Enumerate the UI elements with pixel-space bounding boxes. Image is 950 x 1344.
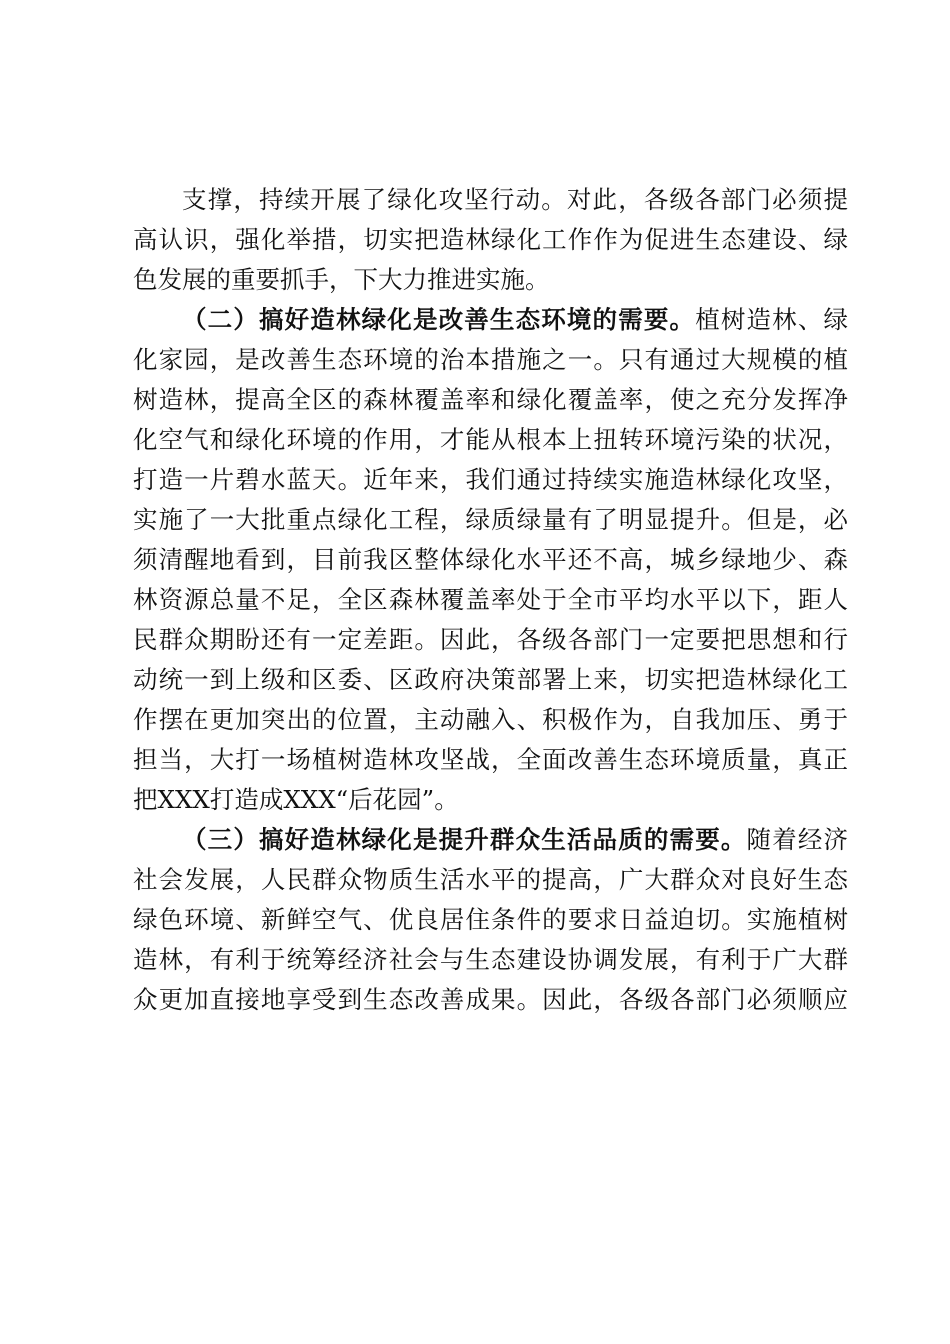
paragraph-first-line [133,820,848,860]
paragraph-first-line [133,300,848,340]
paragraph-line: 打造一片碧水蓝天。近年来，我们通过持续实施造林绿化攻坚， [133,465,848,494]
paragraph-2 [133,300,848,820]
paragraph-line: 高认识，强化举措，切实把造林绿化工作作为促进生态建设、绿 [133,225,848,254]
paragraph-line: 林资源总量不足，全区森林覆盖率处于全市平均水平以下，距人 [133,585,848,614]
paragraph-line: 须清醒地看到，目前我区整体绿化水平还不高，城乡绿地少、森 [133,545,848,574]
paragraph-text: 植树造林、绿 [695,305,849,334]
paragraph-line: 支撑，持续开展了绿化攻坚行动。对此，各级各部门必须提 [182,185,848,214]
paragraph-line: 化空气和绿化环境的作用，才能从根本上扭转环境污染的状况， [133,425,848,454]
paragraph-line: 社会发展，人民群众物质生活水平的提高，广大群众对良好生态 [133,865,848,894]
paragraph-1 [133,180,848,300]
paragraph-line: 造林，有利于统筹经济社会与生态建设协调发展，有利于广大群 [133,945,848,974]
paragraph-line: 众更加直接地享受到生态改善成果。因此，各级各部门必须顺应 [133,985,848,1014]
paragraph-line: 树造林，提高全区的森林覆盖率和绿化覆盖率，使之充分发挥净 [133,385,848,414]
paragraph-3 [133,820,848,1020]
paragraph-line: 担当，大打一场植树造林攻坚战，全面改善生态环境质量，真正 [133,745,848,774]
paragraph-line: 民群众期盼还有一定差距。因此，各级各部门一定要把思想和行 [133,625,848,654]
paragraph-line: 实施了一大批重点绿化工程，绿质绿量有了明显提升。但是，必 [133,505,848,534]
paragraph-line: 化家园，是改善生态环境的治本措施之一。只有通过大规模的植 [133,345,848,374]
paragraph-text: 随着经济 [746,825,849,854]
paragraph-line: 绿色环境、新鲜空气、优良居住条件的要求日益迫切。实施植树 [133,905,848,934]
paragraph-line: 动统一到上级和区委、区政府决策部署上来，切实把造林绿化工 [133,665,848,694]
document-body [133,180,848,1020]
paragraph-line: 把XXX打造成XXX“后花园”。 [133,785,459,814]
section-heading: （二）搞好造林绿化是改善生态环境的需要。 [182,305,696,334]
paragraph-line: 作摆在更加突出的位置，主动融入、积极作为，自我加压、勇于 [133,705,848,734]
paragraph-line: 色发展的重要抓手，下大力推进实施。 [133,265,550,294]
section-heading: （三）搞好造林绿化是提升群众生活品质的需要。 [182,825,747,854]
